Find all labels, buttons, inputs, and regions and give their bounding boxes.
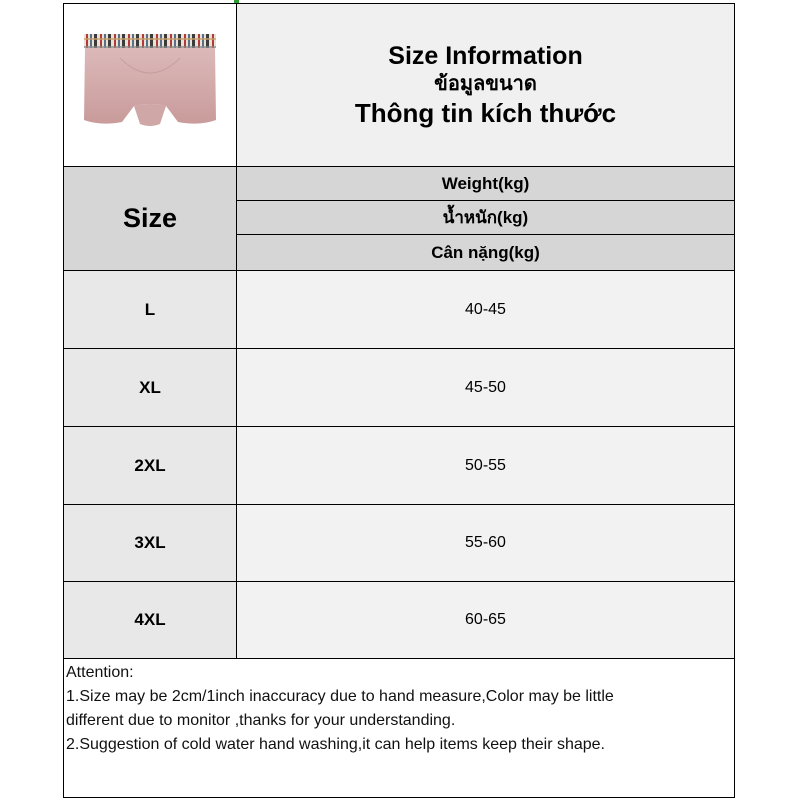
- size-cell: 2XL: [64, 427, 237, 505]
- title-thai: ข้อมูลขนาด: [434, 72, 537, 95]
- weight-cell: 45-50: [237, 349, 734, 427]
- size-cell: 4XL: [64, 582, 237, 659]
- notes-line: 2.Suggestion of cold water hand washing,it can help items keep their shape.: [66, 736, 605, 753]
- size-column-header: Size: [64, 167, 237, 271]
- size-cell: XL: [64, 349, 237, 427]
- weight-header-english: Weight(kg): [237, 167, 734, 201]
- weight-cell: 60-65: [237, 582, 734, 659]
- notes-heading: Attention:: [66, 664, 134, 681]
- notes-line: different due to monitor ,thanks for your understanding.: [66, 712, 456, 729]
- product-image: [64, 4, 237, 167]
- weight-cell: 55-60: [237, 505, 734, 582]
- size-chart: [63, 3, 735, 798]
- title-block: [237, 4, 734, 167]
- notes-line: 1.Size may be 2cm/1inch inaccuracy due to hand measure,Color may be little: [66, 688, 614, 705]
- weight-cell: 40-45: [237, 271, 734, 349]
- weight-cell: 50-55: [237, 427, 734, 505]
- size-cell: L: [64, 271, 237, 349]
- weight-header-vietnamese: Cân nặng(kg): [237, 235, 734, 271]
- boxer-briefs-icon: [80, 28, 220, 143]
- weight-header-thai: น้ำหนัก(kg): [237, 201, 734, 235]
- size-cell: 3XL: [64, 505, 237, 582]
- attention-notes: [64, 659, 734, 757]
- title-english: Size Information: [388, 41, 583, 70]
- title-vietnamese: Thông tin kích thước: [354, 97, 617, 128]
